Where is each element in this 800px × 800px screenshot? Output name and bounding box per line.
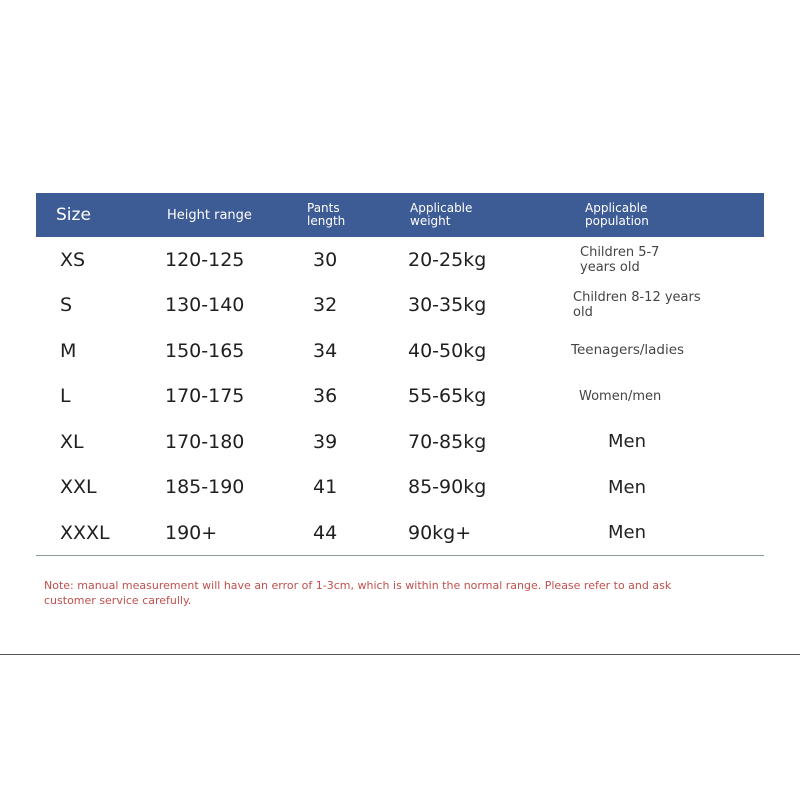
cell-height: 185-190 <box>165 476 245 499</box>
cell-population-line2: years old <box>580 259 640 275</box>
cell-pants: 36 <box>313 385 338 408</box>
cell-height: 170-175 <box>165 385 245 408</box>
cell-pants: 44 <box>313 521 338 544</box>
header-pants-length-line2: length <box>307 214 346 228</box>
cell-size: M <box>60 339 77 362</box>
header-pants-length <box>301 193 392 237</box>
table-row <box>36 374 764 420</box>
cell-size: XXL <box>60 476 97 499</box>
cell-population: Men <box>608 522 647 543</box>
cell-size: XXXL <box>60 521 110 544</box>
table-row <box>36 510 764 556</box>
cell-population <box>515 237 764 283</box>
cell-pants: 39 <box>313 430 338 453</box>
cell-population-line2: old <box>573 305 593 321</box>
header-pants-length-line1: Pants <box>307 201 340 215</box>
cell-size: XS <box>60 248 86 271</box>
header-height-range: Height range <box>167 207 252 223</box>
cell-height: 150-165 <box>165 339 245 362</box>
cell-population-line1: Children 5-7 <box>580 244 660 260</box>
cell-size: S <box>60 294 73 317</box>
table-row <box>36 328 764 374</box>
cell-height: 190+ <box>165 521 218 544</box>
cell-pants: 34 <box>313 339 338 362</box>
cell-population: Women/men <box>579 388 662 404</box>
cell-population: Men <box>608 476 647 498</box>
header-weight-line1: Applicable <box>410 201 473 215</box>
cell-weight: 85-90kg <box>408 476 487 499</box>
table-row <box>36 465 764 511</box>
cell-weight: 90kg+ <box>408 521 472 544</box>
cell-population-line1: Children 8-12 years <box>573 290 701 306</box>
table-row <box>36 237 764 283</box>
measurement-note: Note: manual measurement will have an error of 1-3cm, which is within the normal range. Please refer to and ask customer service carefully. <box>44 579 672 607</box>
table-row <box>36 419 764 465</box>
cell-population: Teenagers/ladies <box>571 342 685 359</box>
cell-height: 130-140 <box>165 294 245 317</box>
cell-weight: 30-35kg <box>408 294 487 317</box>
header-applicable-population <box>515 193 764 237</box>
cell-size: XL <box>60 430 84 453</box>
bottom-divider <box>0 654 800 655</box>
header-applicable-weight <box>392 193 515 237</box>
table-header-row <box>36 193 764 237</box>
cell-size: L <box>60 385 71 408</box>
header-weight-line2: weight <box>410 214 451 228</box>
table-row <box>36 283 764 329</box>
cell-height: 170-180 <box>165 430 245 453</box>
cell-population <box>515 283 764 329</box>
cell-weight: 40-50kg <box>408 339 487 362</box>
header-pop-line1: Applicable <box>585 201 648 215</box>
cell-weight: 70-85kg <box>408 430 487 453</box>
cell-height: 120-125 <box>165 248 245 271</box>
cell-pants: 32 <box>313 294 338 317</box>
cell-weight: 55-65kg <box>408 385 487 408</box>
cell-population: Men <box>608 431 647 453</box>
header-size: Size <box>56 204 91 225</box>
cell-weight: 20-25kg <box>408 248 487 271</box>
header-pop-line2: population <box>585 214 649 228</box>
cell-pants: 41 <box>313 476 338 499</box>
size-chart-table <box>36 193 764 556</box>
cell-pants: 30 <box>313 248 338 271</box>
